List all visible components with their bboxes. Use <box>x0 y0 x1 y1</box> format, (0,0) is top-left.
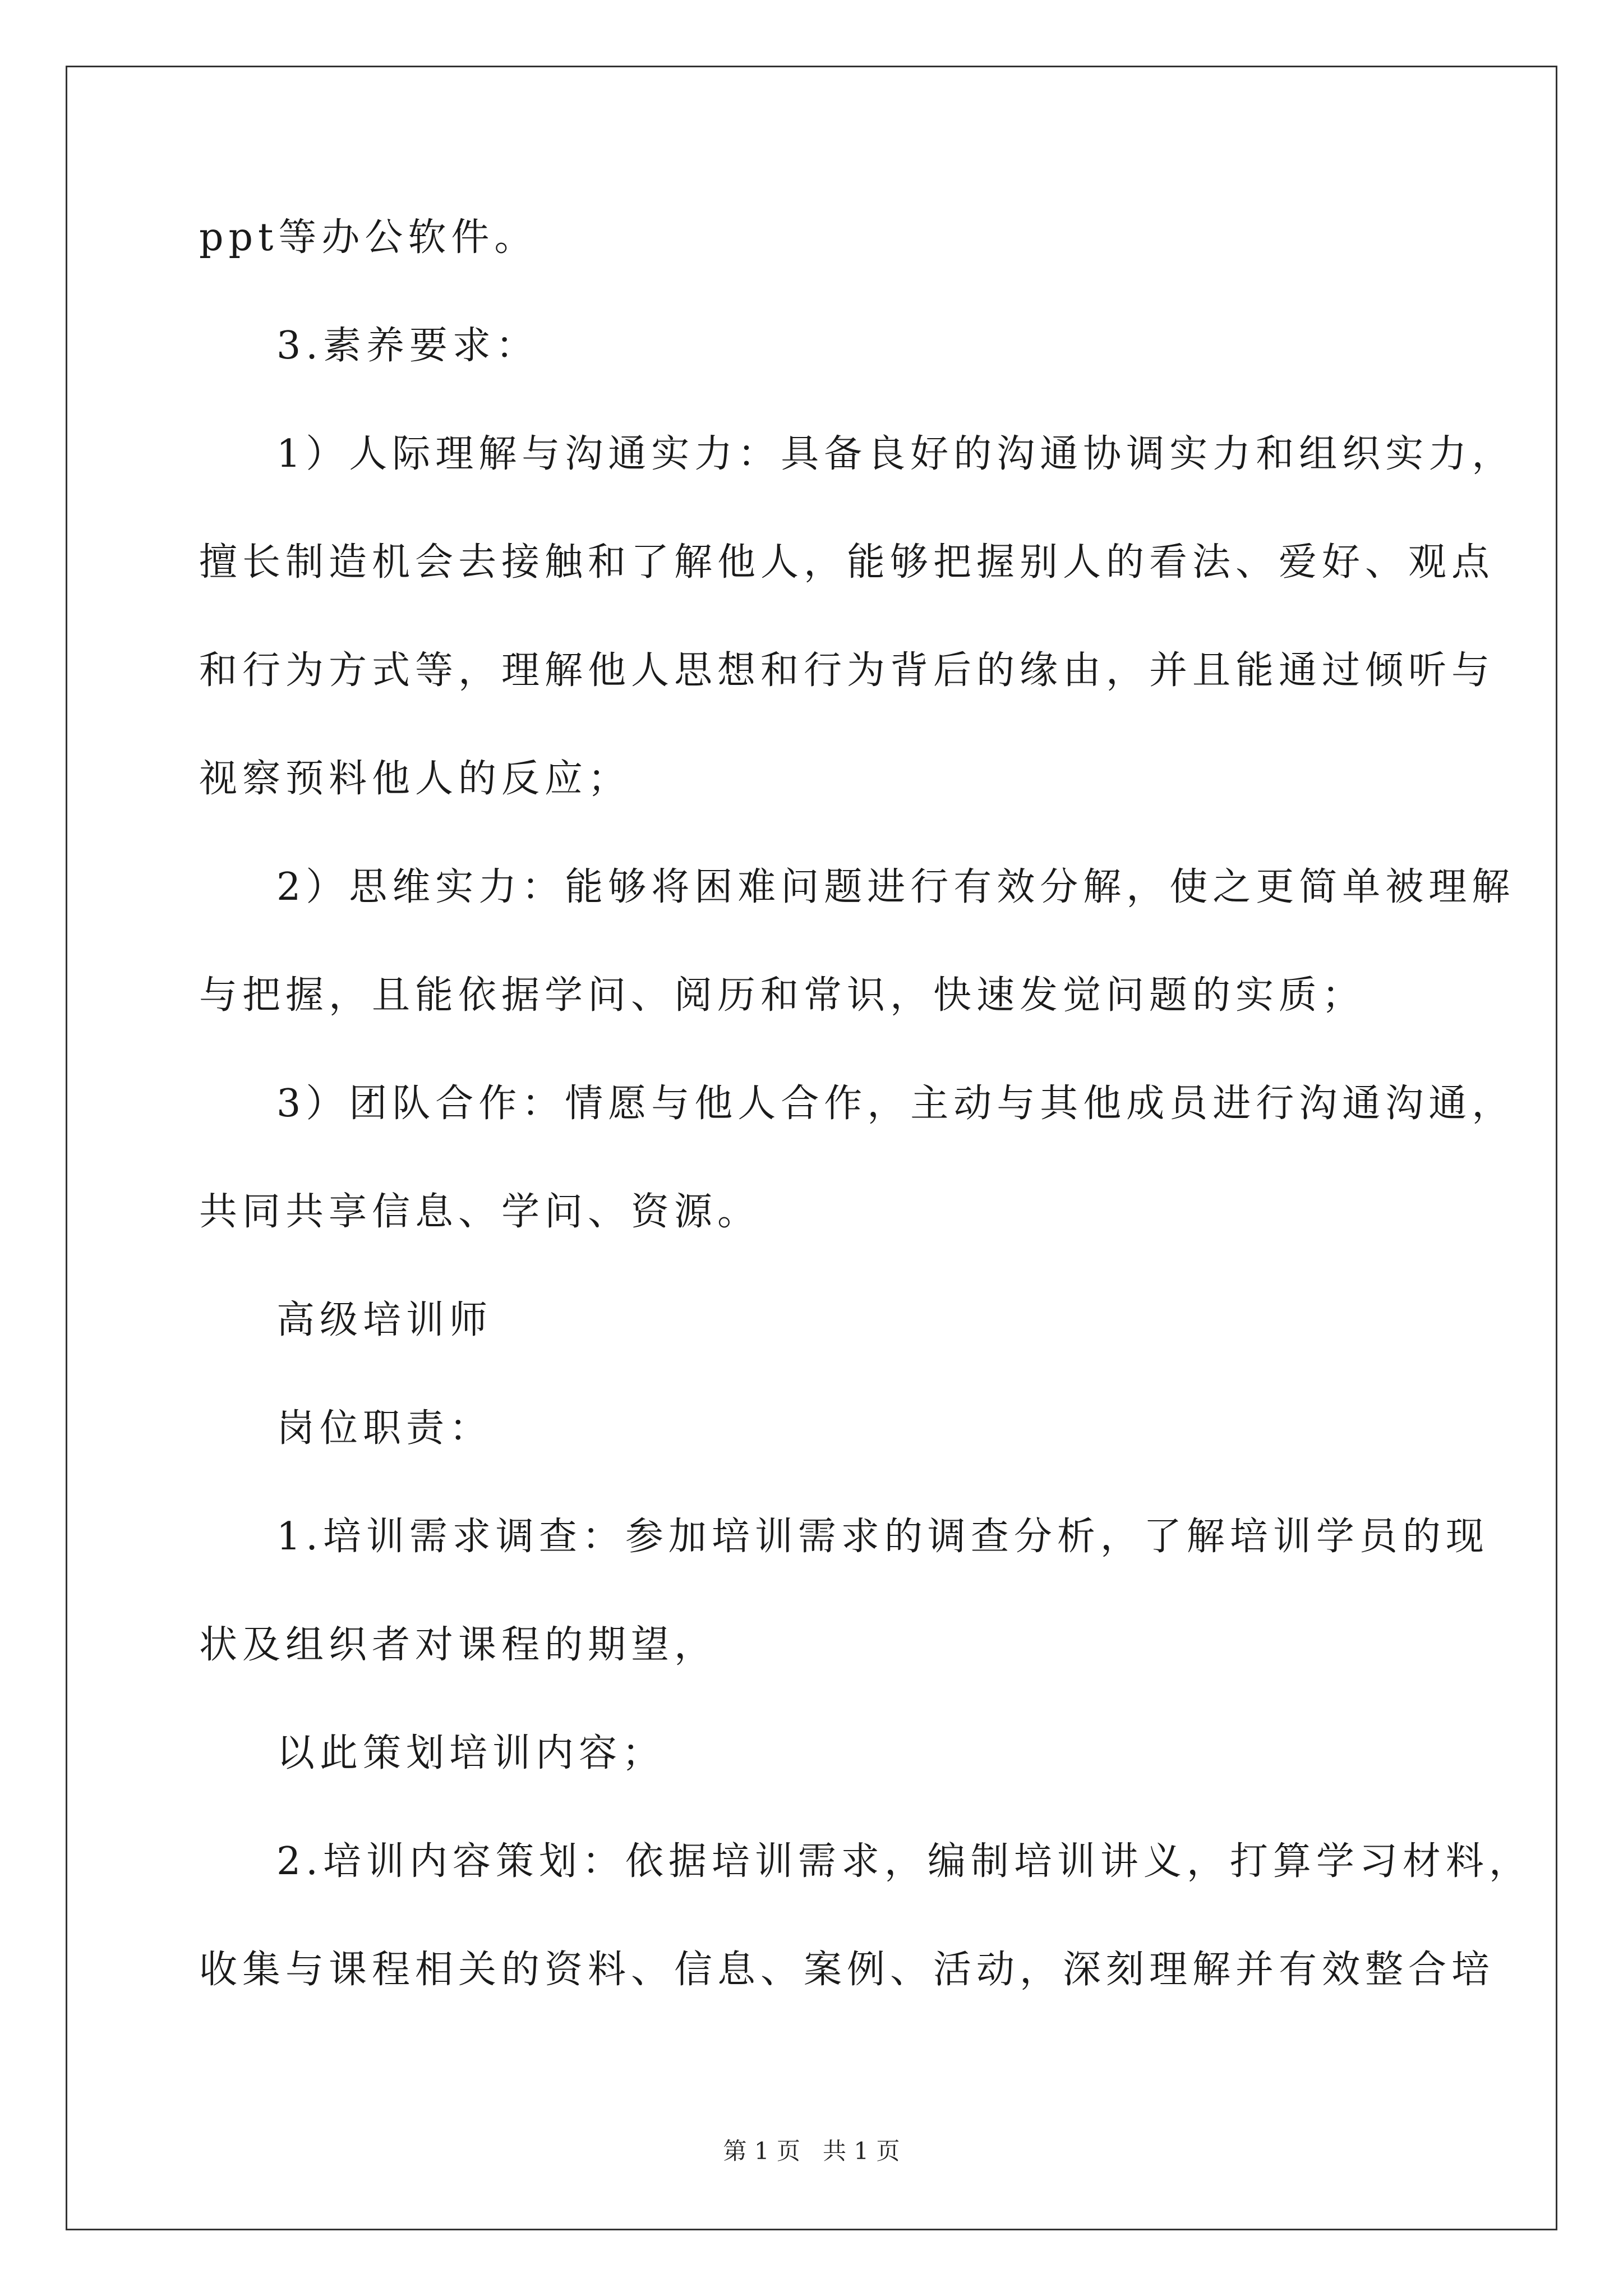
text-line: 和行为方式等，理解他人思想和行为背后的缘由，并且能通过倾听与 <box>199 648 1495 693</box>
text-line: 状及组织者对课程的期望， <box>199 1623 718 1667</box>
section-heading: 3.素养要求： <box>276 324 539 368</box>
text-line: 1.培训需求调查：参加培训需求的调查分析，了解培训学员的现 <box>276 1515 1489 1559</box>
text-line: 视察预料他人的反应； <box>199 757 631 801</box>
text-line: 2）思维实力：能够将困难问题进行有效分解，使之更简单被理解 <box>276 865 1515 909</box>
text-line: 1）人际理解与沟通实力：具备良好的沟通协调实力和组织实力， <box>276 432 1515 476</box>
section-heading: 岗位职责： <box>276 1406 493 1451</box>
text-line: 收集与课程相关的资料、信息、案例、活动，深刻理解并有效整合培 <box>199 1948 1495 1992</box>
text-line: 3）团队合作：情愿与他人合作，主动与其他成员进行沟通沟通， <box>276 1082 1515 1126</box>
job-title: 高级培训师 <box>276 1298 493 1342</box>
text-line: 与把握，且能依据学问、阅历和常识，快速发觉问题的实质； <box>199 973 1366 1018</box>
text-line: 擅长制造机会去接触和了解他人，能够把握别人的看法、爱好、观点 <box>199 540 1495 585</box>
page-border <box>66 66 1557 2230</box>
text-line: 共同共享信息、学问、资源。 <box>199 1190 761 1234</box>
text-line: 2.培训内容策划：依据培训需求，编制培训讲义，打算学习材料， <box>276 1839 1532 1884</box>
page-number-footer: 第 1 页 共 1 页 <box>723 2137 900 2165</box>
text-line: 以此策划培训内容； <box>276 1731 666 1775</box>
text-line: ppt等办公软件。 <box>199 215 538 260</box>
